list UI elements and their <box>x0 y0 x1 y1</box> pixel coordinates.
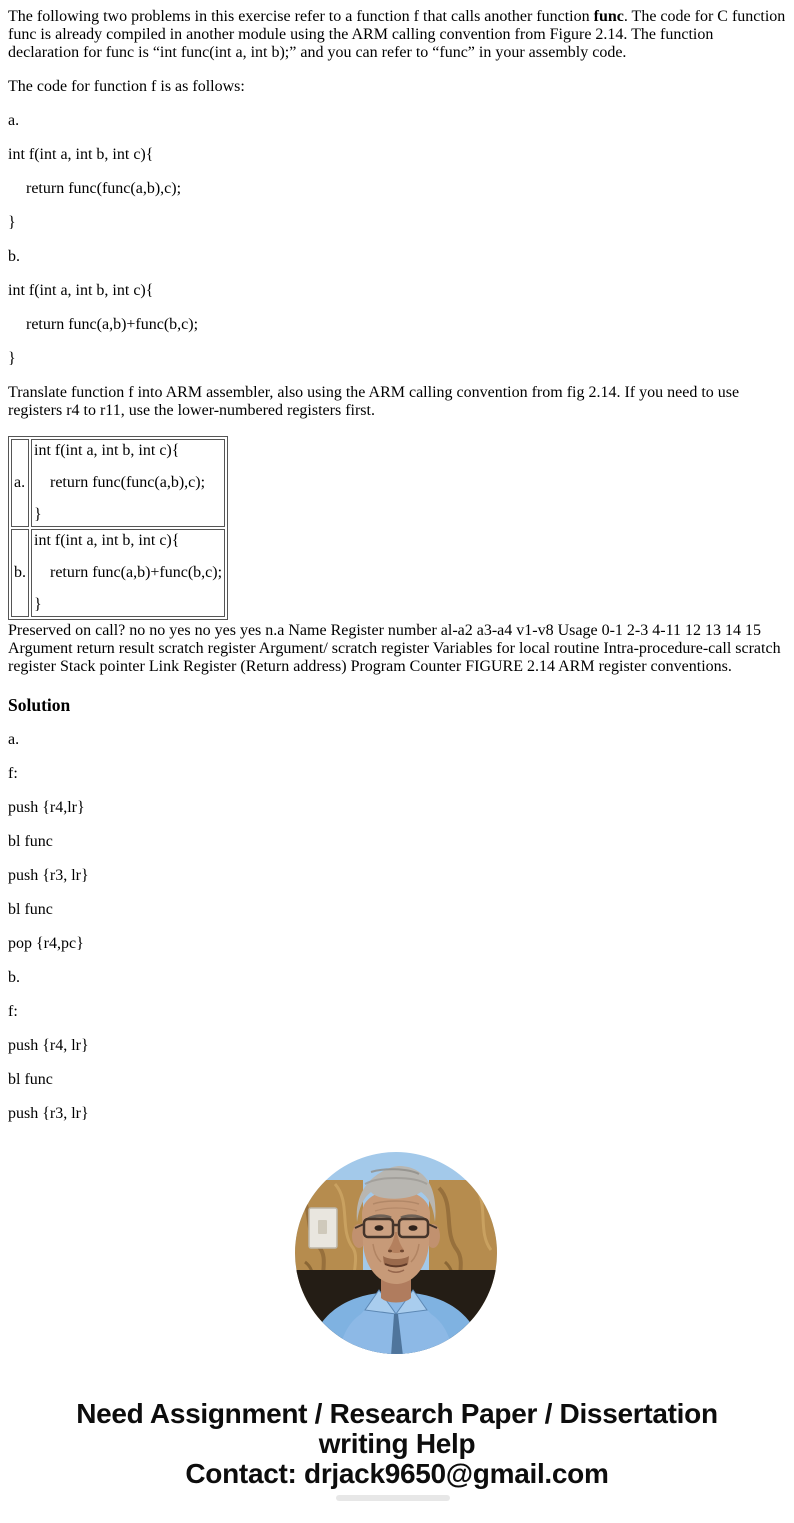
intro-paragraph <box>8 8 786 62</box>
code-intro: The code for function f is as follows: <box>8 78 245 95</box>
table-b-line-2: return func(a,b)+func(b,c); <box>50 564 223 581</box>
solution-line: f: <box>8 765 18 782</box>
tutor-photo-image <box>295 1152 497 1354</box>
footer-line-1: Need Assignment / Research Paper / Dissertation <box>76 1398 718 1429</box>
translate-paragraph: Translate function f into ARM assembler, also using the ARM calling convention from fig 2.14. If you need to use registers r4 to r11, use the lower-numbered registers first. <box>8 384 740 419</box>
part-a-label: a. <box>8 112 20 129</box>
table-b-line-3: } <box>34 596 42 613</box>
table-a-line-1: int f(int a, int b, int c){ <box>34 442 180 459</box>
code-b-line-2: return func(a,b)+func(b,c); <box>26 316 199 333</box>
tutor-photo <box>295 1152 497 1354</box>
table-b-line-1: int f(int a, int b, int c){ <box>34 532 180 549</box>
code-table <box>8 436 228 620</box>
code-a-line-2: return func(func(a,b),c); <box>26 180 182 197</box>
table-row-b-code <box>31 529 225 617</box>
intro-text-before: The following two problems in this exercise refer to a function f that calls another function <box>8 8 594 25</box>
table-a-line-3: } <box>34 506 42 523</box>
table-row-a-code <box>31 439 225 527</box>
solution-line: push {r3, lr} <box>8 1105 89 1122</box>
solution-line: a. <box>8 731 20 748</box>
footer-line-2: writing Help <box>318 1428 476 1459</box>
table-row <box>11 439 225 527</box>
solution-line: bl func <box>8 833 53 850</box>
code-b-line-3: } <box>8 350 16 367</box>
part-b-label: b. <box>8 248 20 265</box>
solution-line: f: <box>8 1003 18 1020</box>
solution-line: pop {r4,pc} <box>8 935 84 952</box>
solution-line: push {r3, lr} <box>8 867 89 884</box>
code-a-line-1: int f(int a, int b, int c){ <box>8 146 154 163</box>
solution-line: bl func <box>8 901 53 918</box>
table-row <box>11 529 225 617</box>
solution-line: push {r4, lr} <box>8 1037 89 1054</box>
table-row-b-label: b. <box>11 529 29 617</box>
table-a-line-2: return func(func(a,b),c); <box>50 474 206 491</box>
solution-line: bl func <box>8 1071 53 1088</box>
code-b-line-1: int f(int a, int b, int c){ <box>8 282 154 299</box>
table-row-a-label: a. <box>11 439 29 527</box>
footer-contact-email: Contact: drjack9650@gmail.com <box>185 1458 609 1489</box>
solution-heading: Solution <box>8 695 71 715</box>
register-conventions-paragraph: Preserved on call? no no yes no yes yes n.a Name Register number al-a2 a3-a4 v1-v8 Usage 0-1 2-3 4-11 12 13 14 15 Argument return result scratch register Argument/ scratch register Variables for local routine Intra-procedure-call scratch register Stack pointer Link Register (Return address) Program Counter FIGURE 2.14 ARM register conventions. <box>8 622 781 675</box>
intro-bold-func: func <box>593 8 624 25</box>
code-a-line-3: } <box>8 214 16 231</box>
solution-line: push {r4,lr} <box>8 799 85 816</box>
footer-banner <box>0 1399 794 1489</box>
solution-line: b. <box>8 969 20 986</box>
intro-text-after: . The code for C function func is already compiled in another module using the ARM calling convention from Figure 2.14. The function declaration for func is “int func(int a, int b);” and you can refer to “func” in your assembly code. <box>8 8 786 61</box>
faded-watermark <box>336 1495 450 1501</box>
